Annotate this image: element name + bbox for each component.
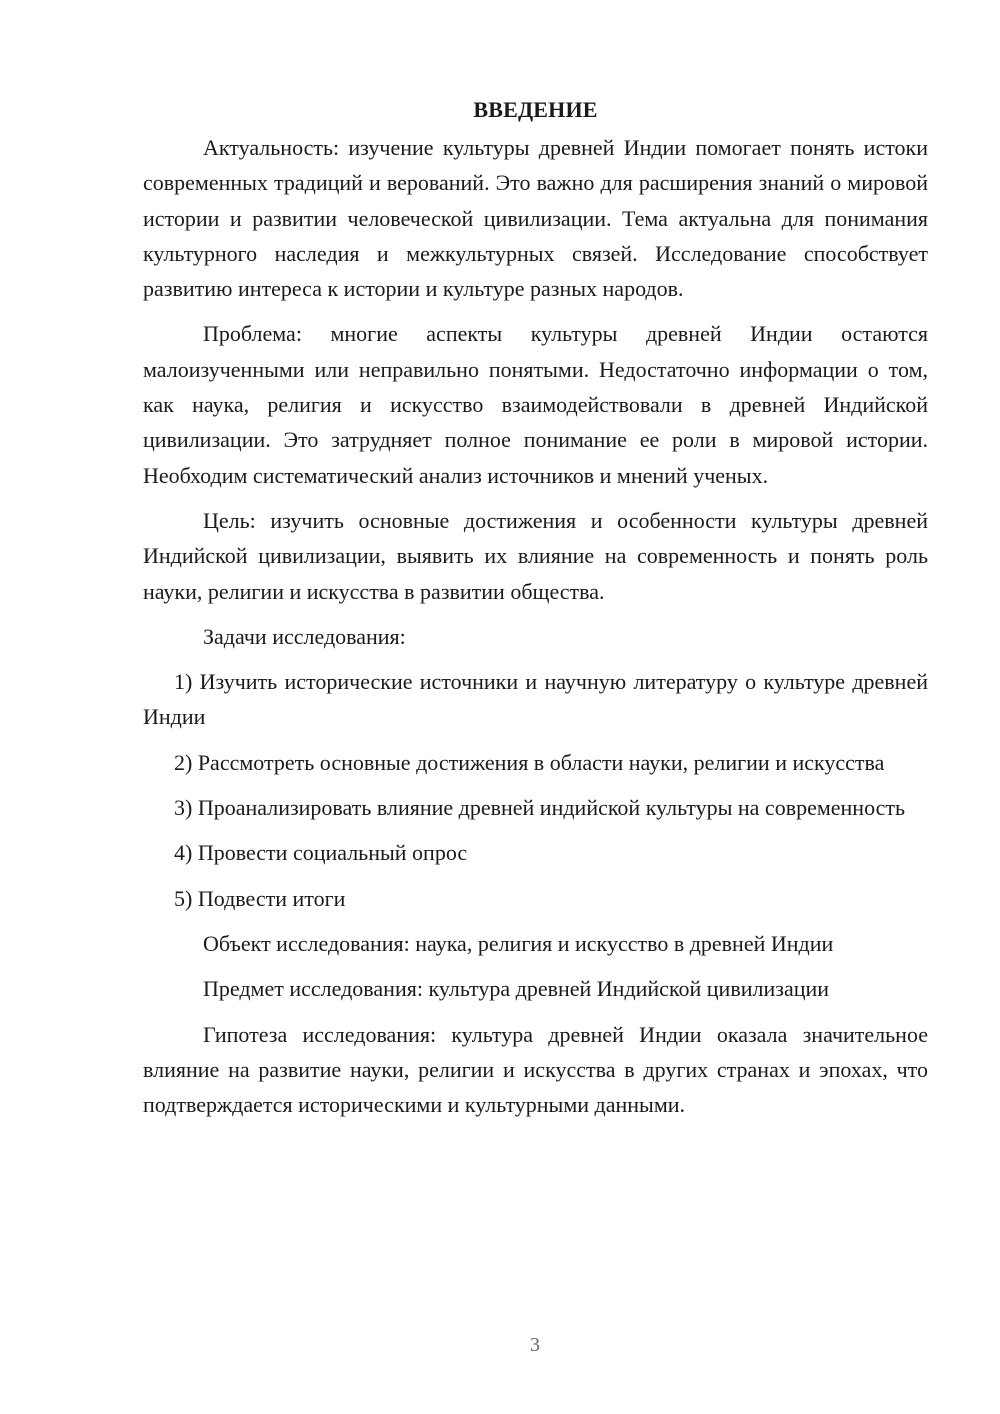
document-page — [143, 92, 928, 1122]
page-number: 3 — [530, 1334, 540, 1356]
relevance-paragraph: Актуальность: изучение культуры древней Индии помогает понять истоки современных традиций и верований. Это важно для расширения знаний о мировой истории и развитии человеческой цивилизации. Тема актуальна для понимания культурного наследия и межкультурных связей. Исследование способствует развитию интереса к истории и культуре разных народов. — [143, 135, 928, 302]
task-item-5: 5) Подвести итоги — [174, 885, 346, 911]
research-subject: Предмет исследования: культура древней Индийской цивилизации — [203, 976, 830, 1002]
task-item-1: 1) Изучить исторические источники и научную литературу о культуре древней Индии — [143, 669, 928, 730]
goal-paragraph: Цель: изучить основные достижения и особенности культуры древней Индийской цивилизации, выявить их влияние на современность и понять роль науки, религии и искусства в развитии общества. — [143, 507, 928, 604]
problem-paragraph: Проблема: многие аспекты культуры древней Индии остаются малоизученными или неправильно понятыми. Недостаточно информации о том, как наука, религия и искусство взаимодействовали в древней Индийской цивилизации. Это затрудняет полное понимание ее роли в мировой истории. Необходим систематический анализ источников и мнений ученых. — [143, 321, 928, 488]
task-item-2: 2) Рассмотреть основные достижения в области науки, религии и искусства — [174, 749, 885, 775]
task-item-3: 3) Проанализировать влияние древней индийской культуры на современность — [174, 795, 906, 821]
page-title: ВВЕДЕНИЕ — [473, 97, 598, 122]
hypothesis-paragraph: Гипотеза исследования: культура древней Индии оказала значительное влияние на развитие науки, религии и искусства в других странах и эпохах, что подтверждается историческими и культурными данными. — [143, 1021, 928, 1118]
research-object: Объект исследования: наука, религия и искусство в древней Индии — [203, 930, 834, 956]
tasks-heading: Задачи исследования: — [203, 623, 406, 649]
task-item-4: 4) Провести социальный опрос — [174, 840, 468, 866]
